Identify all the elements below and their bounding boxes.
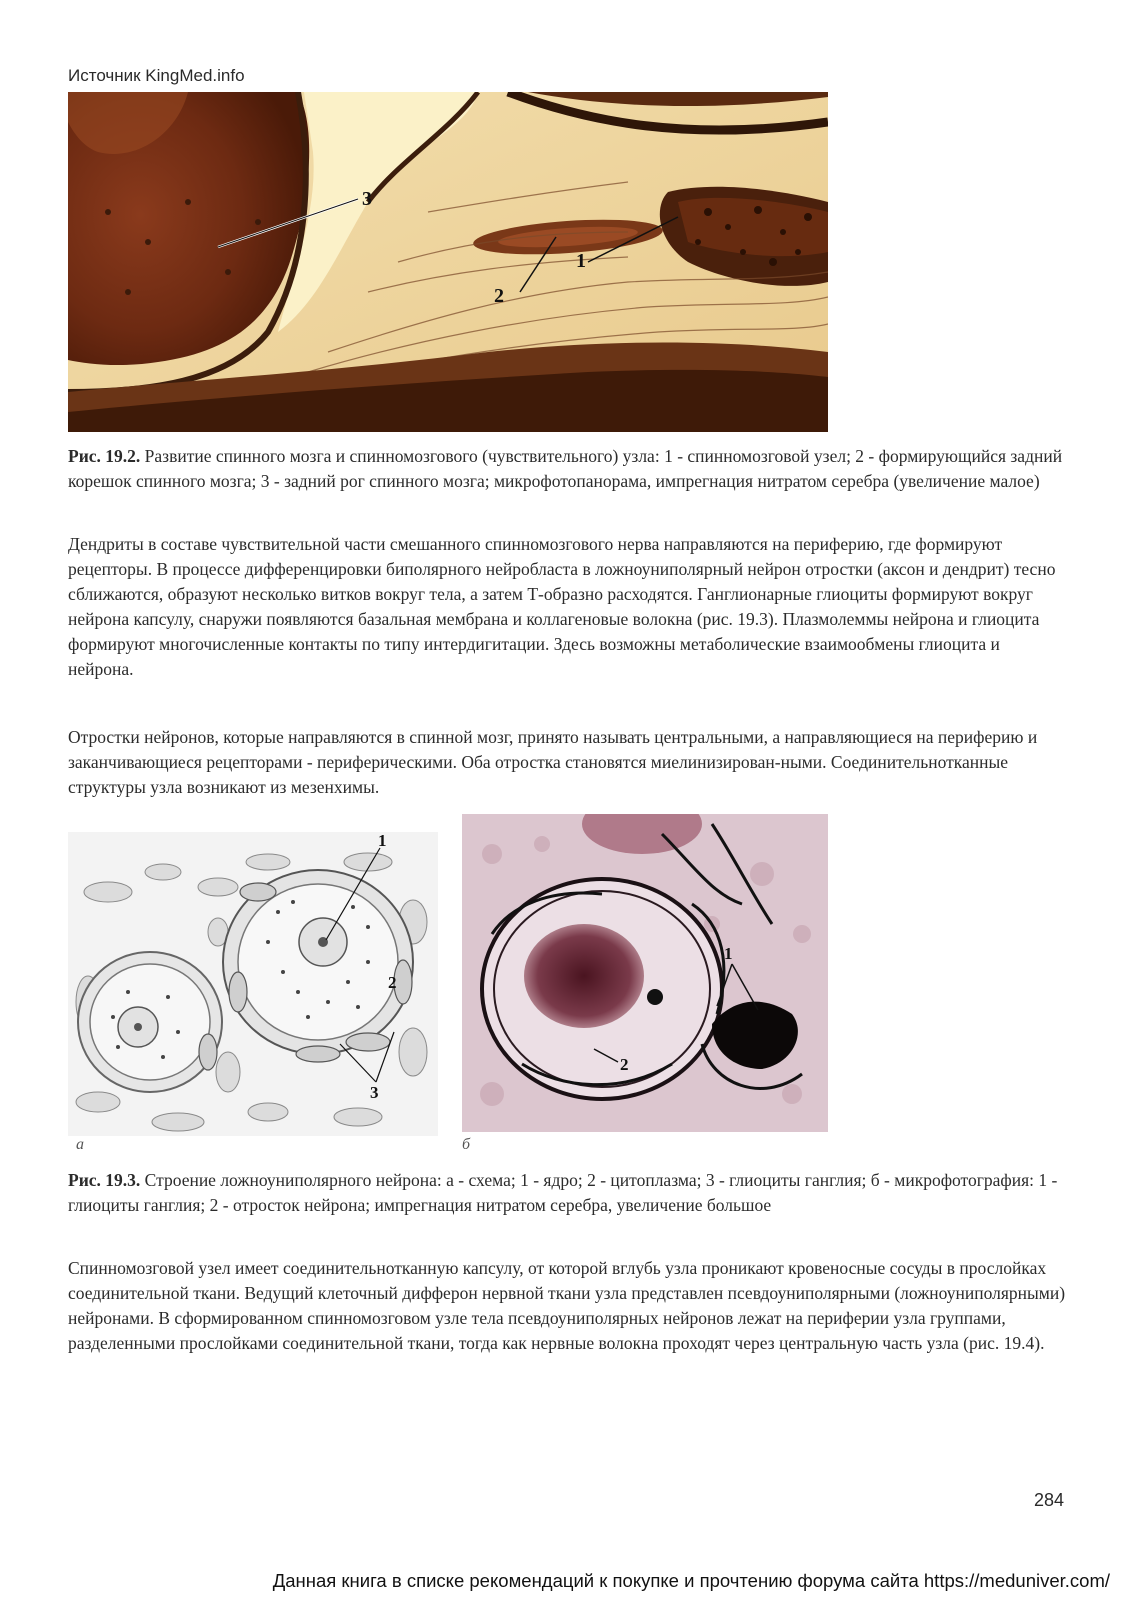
fig19-2-label-2: 2 bbox=[494, 285, 504, 307]
caption-number: Рис. 19.3. bbox=[68, 1170, 141, 1190]
caption-text: Строение ложноуниполярного нейрона: а - схема; 1 - ядро; 2 - цитоплазма; 3 - глиоциты ганглия; б - микрофотография: 1 - глиоциты ганглия; 2 - отросток нейрона; импрегнация нитратом серебра, увеличение большое bbox=[68, 1170, 1058, 1215]
fig19-3a-label-1: 1 bbox=[378, 832, 387, 850]
figure-19-2-caption bbox=[68, 444, 1068, 494]
figure-19-3b-micrograph bbox=[462, 814, 828, 1132]
fig19-3a-label-2: 2 bbox=[388, 973, 397, 992]
body-paragraph: Отростки нейронов, которые направляются в спинной мозг, принято называть центральными, а направляющиеся на периферию и заканчивающиеся рецепторами - периферическими. Оба отростка становятся миелинизирован-ными. Соединительнотканные структуры узла возникают из мезенхимы. bbox=[68, 727, 1038, 797]
panel-a-sublabel: а bbox=[76, 1136, 84, 1153]
fig19-3b-label-2: 2 bbox=[620, 1055, 629, 1074]
panel-b-sublabel: б bbox=[462, 1136, 471, 1153]
body-paragraph: Дендриты в составе чувствительной части смешанного спинномозгового нерва направляются на периферию, где формируют рецепторы. В процессе дифференцировки биполярного нейробласта в ложноуниполярный нейрон отростки (аксон и дендрит) тесно сближаются, образуют несколько витков вокруг тела, а затем Т-образно расходятся. Ганглионарные глиоциты формируют вокруг нейрона капсулу, снаружи появляются базальная мембрана и коллагеновые волокна (рис. 19.3). Плазмолеммы нейрона и глиоцита формируют многочисленные контакты по типу интердигитации. Здесь возможны метаболические взаимообмены глиоцита и нейрона. bbox=[68, 534, 1056, 679]
fig19-3b-label-1: 1 bbox=[724, 944, 733, 963]
caption-text: Развитие спинного мозга и спинномозгового (чувствительного) узла: 1 - спинномозговой узел; 2 - формирующийся задний корешок спинного мозга; 3 - задний рог спинного мозга; микрофотопанорама, импрегнация нитратом серебра (увеличение малое) bbox=[68, 446, 1063, 491]
fig19-2-label-3: 3 bbox=[362, 188, 372, 210]
fig19-3a-label-3: 3 bbox=[370, 1083, 379, 1102]
figure-19-3-caption bbox=[68, 1168, 1068, 1218]
fig19-2-label-1: 1 bbox=[576, 250, 586, 272]
figure-19-2-micrograph bbox=[68, 92, 828, 432]
footer-note: Данная книга в списке рекомендаций к покупке и прочтению форума сайта https://meduniver.com/ bbox=[272, 1570, 1110, 1591]
page-number: 284 bbox=[1034, 1490, 1065, 1510]
source-header: Источник KingMed.info bbox=[68, 66, 245, 85]
body-paragraph: Спинномозговой узел имеет соединительнотканную капсулу, от которой вглубь узла проникают кровеносные сосуды в прослойках соединительной ткани. Ведущий клеточный дифферон нервной ткани узла представлен псевдоуниполярными (ложноуниполярными) нейронами. В сформированном спинномозговом узле тела псевдоуниполярных нейронов лежат на периферии узла группами, разделенными прослойками соединительной ткани, тогда как нервные волокна проходят через центральную часть узла (рис. 19.4). bbox=[68, 1258, 1066, 1353]
figure-19-3a-schema bbox=[68, 832, 438, 1136]
caption-number: Рис. 19.2. bbox=[68, 446, 141, 466]
